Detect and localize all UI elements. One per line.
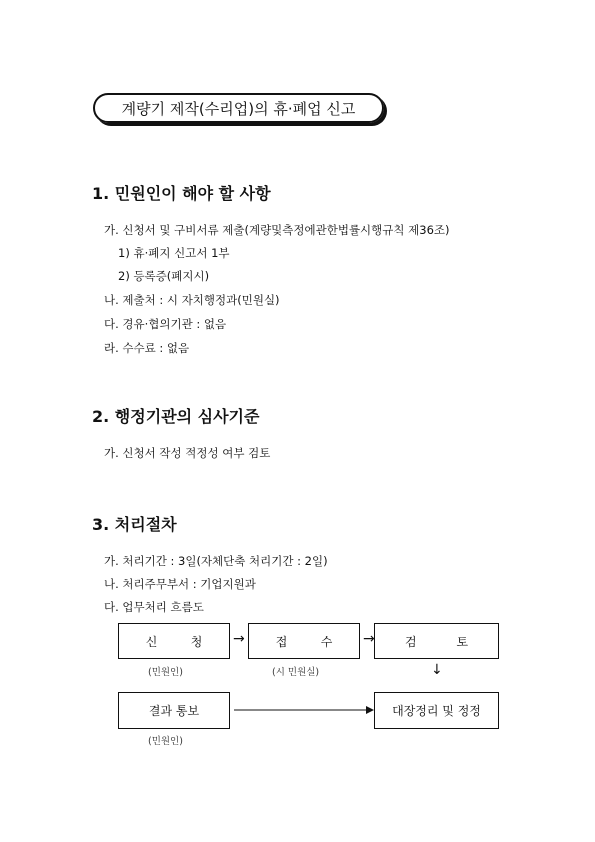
flow-step-receive-actor: (시 민원실) xyxy=(272,667,320,678)
flow-step-notify: 결과 통보 xyxy=(118,692,230,729)
section-1-heading: 1. 민원인이 해야 할 사항 xyxy=(92,184,271,203)
flow-step-review-char-1: 검 xyxy=(404,634,417,649)
section-1-subitem-2: 2) 등록증(폐지시) xyxy=(118,269,210,283)
section-3-heading: 3. 처리절차 xyxy=(92,515,177,534)
section-1-item-ga: 가. 신청서 및 구비서류 제출(계량및측정에관한법률시행규칙 제36조) xyxy=(104,223,450,237)
section-2-heading: 2. 행정기관의 심사기준 xyxy=(92,407,260,426)
section-1-subitem-1: 1) 휴·폐지 신고서 1부 xyxy=(118,246,230,260)
flow-step-receive-char-2: 수 xyxy=(320,634,333,649)
flow-step-register: 대장정리 및 정정 xyxy=(374,692,499,729)
section-1-item-da: 다. 경유·협의기관 : 없음 xyxy=(104,317,227,331)
section-1-item-ra: 라. 수수료 : 없음 xyxy=(104,341,190,355)
flow-step-apply-char-2: 청 xyxy=(190,634,203,649)
flow-step-apply-actor: (민원인) xyxy=(148,667,183,678)
flow-step-apply-char-1: 신 xyxy=(145,634,158,649)
flow-arrow-down: ↓ xyxy=(431,662,443,678)
flow-step-review xyxy=(374,623,499,659)
flow-arrow-right-2: → xyxy=(363,631,375,647)
flow-step-receive xyxy=(248,623,360,659)
flow-arrow-long xyxy=(234,704,374,716)
flow-step-receive-char-1: 접 xyxy=(275,634,288,649)
flow-arrow-right-1: → xyxy=(233,631,245,647)
section-3-item-da: 다. 업무처리 흐름도 xyxy=(104,600,204,614)
section-1-item-na: 나. 제출처 : 시 자치행정과(민원실) xyxy=(104,293,280,307)
flow-step-notify-actor: (민원인) xyxy=(148,736,183,747)
section-3-item-ga: 가. 처리기간 : 3일(자체단축 처리기간 : 2일) xyxy=(104,554,328,568)
section-3-item-na: 나. 처리주무부서 : 기업지원과 xyxy=(104,577,256,591)
section-2-item-ga: 가. 신청서 작성 적정성 여부 검토 xyxy=(104,446,271,460)
flow-step-review-char-2: 토 xyxy=(456,634,469,649)
flow-step-apply xyxy=(118,623,230,659)
document-title: 계량기 제작(수리업)의 휴·폐업 신고 xyxy=(93,93,384,123)
